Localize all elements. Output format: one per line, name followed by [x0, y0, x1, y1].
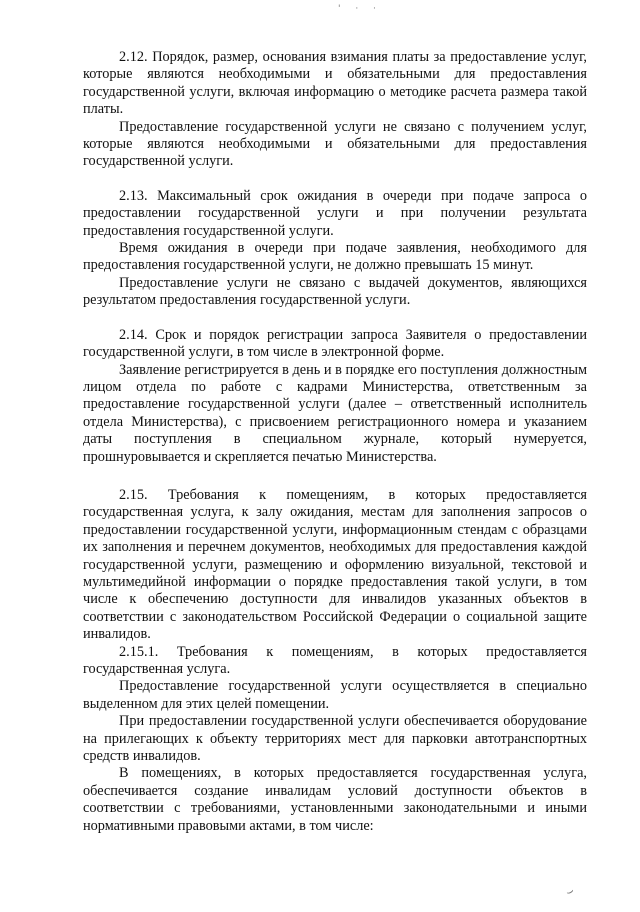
document-page	[83, 49, 587, 835]
section-2-12-body: Предоставление государственной услуги не связано с получением услуг, которые являются необходимыми и обязательными для предоставления государственной услуги.	[83, 118, 587, 170]
section-2-15-1-parking: При предоставлении государственной услуги обеспечивается оборудование на прилегающих к объекту территориях мест для парковки автотранспортных средств инвалидов.	[83, 713, 587, 765]
section-2-13-documents: Предоставление услуги не связано с выдачей документов, являющихся результатом предоставления государственной услуги.	[83, 274, 587, 309]
section-2-12-heading: 2.12. Порядок, размер, основания взимания платы за предоставление услуг, которые являются необходимыми и обязательными для предоставления государственной услуги, включая информацию о методике расчета размера такой платы.	[83, 49, 587, 118]
section-2-15-1-premises: Предоставление государственной услуги осуществляется в специально выделенном для этих целей помещении.	[83, 678, 587, 712]
section-2-14-body: Заявление регистрируется в день и в порядке его поступления должностным лицом отдела по работе с кадрами Министерства, ответственным за предоставление государственной услуги (далее – ответственный исполнитель отдела Министерства), с присвоением регистрационного номера и указанием даты поступления в специальном журнале, который нумеруется, прошнуровывается и скрепляется печатью Министерства.	[83, 361, 587, 465]
section-2-13-heading: 2.13. Максимальный срок ожидания в очереди при подаче запроса о предоставлении государственной услуги и при получении результата предоставления государственной услуги.	[83, 187, 587, 239]
section-2-14-heading: 2.14. Срок и порядок регистрации запроса Заявителя о предоставлении государственной услуги, в том числе в электронной форме.	[83, 326, 587, 361]
section-2-13-wait-time: Время ожидания в очереди при подаче заявления, необходимого для предоставления государственной услуги, не должно превышать 15 минут.	[83, 240, 587, 274]
section-2-15-1-heading: 2.15.1. Требования к помещениям, в которых предоставляется государственная услуга.	[83, 643, 587, 677]
scan-artifact-bottom: ⌣	[563, 883, 577, 900]
section-2-15-heading: 2.15. Требования к помещениям, в которых предоставляется государственная услуга, к залу ожидания, местам для заполнения запросов о предоставлении государственной услуги, информационным стендам с образцами их заполнения и перечнем документов, необходимых для предоставления каждой государственной услуги, размещению и оформлению визуальной, текстовой и мультимедийной информации о порядке предоставления такой услуги, в том числе к обеспечению доступности для инвалидов указанных объектов в соответствии с законодательством Российской Федерации о социальной защите инвалидов.	[83, 486, 587, 643]
scan-artifact-top: ' · ·	[338, 4, 382, 14]
section-2-15-1-accessibility: В помещениях, в которых предоставляется государственная услуга, обеспечивается создание инвалидам условий доступности объектов в соответствии с требованиями, установленными законодательными и иными нормативными правовыми актами, в том числе:	[83, 765, 587, 834]
